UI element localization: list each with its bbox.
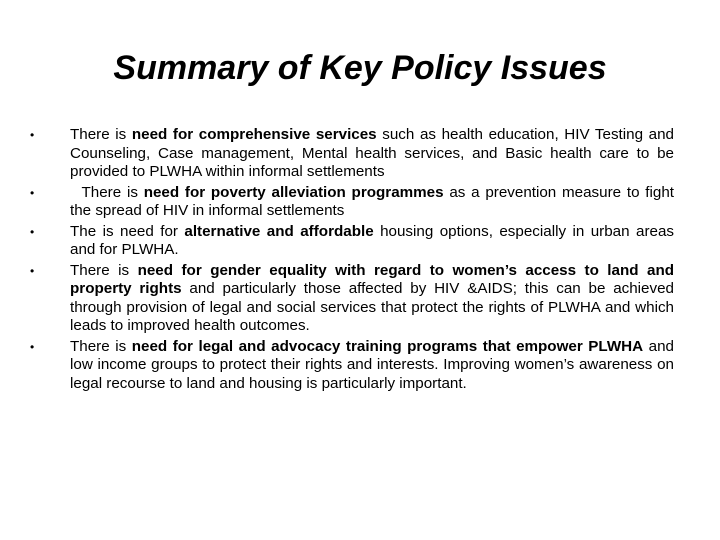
bullet-text-3: The is need for alternative and affordable housing options, especially in urban areas and for PLWHA. (70, 222, 674, 258)
bullet-text-5: There is need for legal and advocacy training programs that empower PLWHA and low income groups to protect their rights and interests. Improving women’s awareness on legal recourse to land and housing is particularly important. (70, 337, 674, 392)
bullet-list (30, 126, 674, 395)
bullet-item-5 (30, 338, 674, 394)
bullet-item-1 (30, 126, 674, 182)
bullet-point-icon: • (30, 128, 35, 142)
bullet-text-2: There is need for poverty alleviation programmes as a prevention measure to fight the spread of HIV in informal settlements (70, 183, 674, 219)
bullet-text-4: There is need for gender equality with regard to women’s access to land and property rights and particularly those affected by HIV &AIDS; this can be achieved through provision of legal and social services that protect the rights of PLWHA and which leads to improved health outcomes. (70, 261, 674, 334)
bullet-item-2 (30, 184, 674, 221)
slide-title: Summary of Key Policy Issues (113, 49, 607, 87)
bullet-item-4 (30, 262, 674, 336)
bullet-item-3 (30, 223, 674, 260)
bullet-point-icon: • (30, 339, 35, 354)
bullet-text-1: There is need for comprehensive services such as health education, HIV Testing and Counseling, Case management, Mental health services, and Basic health care to be provided to PLWHA within informal settlements (70, 126, 674, 180)
bullet-point-icon: • (30, 185, 35, 200)
bullet-point-icon: • (30, 263, 35, 278)
bullet-point-icon: • (30, 224, 35, 239)
